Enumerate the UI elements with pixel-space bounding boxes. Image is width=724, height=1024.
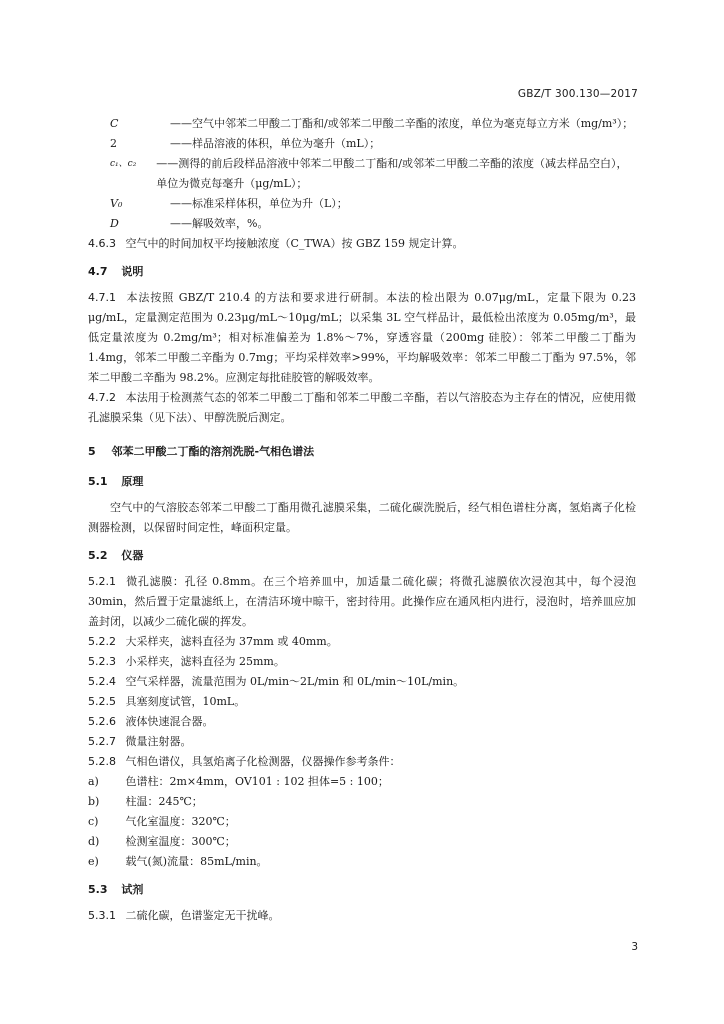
- list-item: [88, 772, 636, 792]
- list-label: a): [88, 775, 99, 788]
- list-label: e): [88, 855, 99, 868]
- clause-5-2-4: [88, 672, 636, 692]
- operating-conditions-list: [88, 772, 636, 872]
- clause-text: 小采样夹，滤料直径为 25mm。: [125, 655, 285, 668]
- clause-5-3-1: [88, 906, 636, 926]
- clause-5-2-5: [88, 692, 636, 712]
- principle-paragraph: 空气中的气溶胶态邻苯二甲酸二丁酯用微孔滤膜采集，二硫化碳洗脱后，经气相色谱柱分离，氢焰离子化检测器检测，以保留时间定性，峰面积定量。: [88, 501, 636, 534]
- definition-item: [88, 194, 636, 214]
- clause-5-2-3: [88, 652, 636, 672]
- section-heading-5-3: [88, 880, 636, 900]
- section-number: 5.1: [88, 475, 108, 488]
- clause-4-7-2: [88, 388, 636, 428]
- definition-symbol: C: [110, 117, 119, 130]
- section-title: 试剂: [121, 883, 144, 896]
- section-number: 5.3: [88, 883, 108, 896]
- clause-4-6-3: [88, 234, 636, 254]
- document-content: [88, 114, 636, 926]
- section-number: 5.2: [88, 549, 108, 562]
- clause-number: 5.2.8: [88, 755, 116, 768]
- section-heading-4-7: [88, 262, 636, 282]
- section-heading-5: [88, 442, 636, 462]
- definition-text: ——测得的前后段样品溶液中邻苯二甲酸二丁酯和/或邻苯二甲酸二辛酯的浓度（减去样品空白），单位为微克每毫升（μg/mL）；: [156, 157, 628, 190]
- clause-number: 5.2.3: [88, 655, 116, 668]
- list-label: c): [88, 815, 99, 828]
- definition-symbol: D: [110, 217, 119, 230]
- clause-number: 5.2.4: [88, 675, 116, 688]
- list-text: 柱温：245℃；: [125, 795, 203, 808]
- clause-number: 4.7.1: [88, 291, 116, 304]
- definition-text: ——解吸效率，%。: [170, 217, 269, 230]
- definition-symbol: V₀: [110, 197, 123, 210]
- clause-text: 具塞刻度试管，10mL。: [125, 695, 246, 708]
- definition-symbol: c₁、c₂: [110, 159, 137, 169]
- clause-5-2-8: [88, 752, 636, 772]
- page-number: 3: [631, 941, 638, 953]
- definition-text: ——空气中邻苯二甲酸二丁酯和/或邻苯二甲酸二辛酯的浓度，单位为毫克每立方米（mg/m³）；: [170, 117, 634, 130]
- clause-5-2-1: [88, 572, 636, 632]
- clause-text: 空气采样器，流量范围为 0L/min～2L/min 和 0L/min～10L/min。: [125, 675, 465, 688]
- definition-item: [88, 154, 636, 194]
- clause-text: 液体快速混合器。: [125, 715, 214, 728]
- clause-number: 5.2.6: [88, 715, 116, 728]
- definition-symbol: 2: [110, 137, 117, 150]
- section-title: 原理: [121, 475, 144, 488]
- standard-code-header: GBZ/T 300.130—2017: [517, 88, 638, 100]
- definition-item: [88, 134, 636, 154]
- clause-5-2-2: [88, 632, 636, 652]
- instrument-clauses: [88, 572, 636, 772]
- list-label: d): [88, 835, 100, 848]
- clause-text: 微量注射器。: [125, 735, 192, 748]
- definition-item: [88, 114, 636, 134]
- clause-5-2-7: [88, 732, 636, 752]
- list-text: 色谱柱：2m×4mm，OV101 : 102 担体=5 : 100；: [125, 775, 389, 788]
- clause-number: 5.2.2: [88, 635, 116, 648]
- clause-5-2-6: [88, 712, 636, 732]
- list-item: [88, 832, 636, 852]
- list-text: 检测室温度：300℃；: [125, 835, 236, 848]
- list-text: 载气(氮)流量：85mL/min。: [125, 855, 268, 868]
- definition-text: ——标准采样体积，单位为升（L）；: [170, 197, 348, 210]
- definition-text: ——样品溶液的体积，单位为毫升（mL）；: [170, 137, 381, 150]
- clause-number: 4.6.3: [88, 237, 116, 250]
- section-heading-5-2: [88, 546, 636, 566]
- clause-text: 气相色谱仪，具氢焰离子化检测器，仪器操作参考条件：: [125, 755, 401, 768]
- list-text: 气化室温度：320℃；: [125, 815, 236, 828]
- list-item: [88, 812, 636, 832]
- list-item: [88, 792, 636, 812]
- clause-number: 5.2.7: [88, 735, 116, 748]
- section-title: 说明: [121, 265, 144, 278]
- definitions-list: [88, 114, 636, 234]
- clause-4-7-1: [88, 288, 636, 388]
- clause-text: 本法用于检测蒸气态的邻苯二甲酸二丁酯和邻苯二甲酸二辛酯，若以气溶胶态为主存在的情况，应使用微孔滤膜采集（见下法）、甲醇洗脱后测定。: [88, 391, 637, 424]
- section-title: 仪器: [121, 549, 144, 562]
- definition-item: [88, 214, 636, 234]
- section-title: 邻苯二甲酸二丁酯的溶剂洗脱-气相色谱法: [111, 445, 315, 458]
- clause-number: 5.3.1: [88, 909, 116, 922]
- clause-text: 微孔滤膜：孔径 0.8mm。在三个培养皿中，加适量二硫化碳；将微孔滤膜依次浸泡其中，每个浸泡 30min，然后置于定量滤纸上，在清洁环境中晾干，密封待用。此操作应在通风柜内进行，浸泡时，培养皿应加盖封闭，以减少二硫化碳的挥发。: [88, 575, 636, 628]
- clause-text: 空气中的时间加权平均接触浓度（C_TWA）按 GBZ 159 规定计算。: [125, 237, 464, 250]
- section-heading-5-1: [88, 472, 636, 492]
- clause-text: 大采样夹，滤料直径为 37mm 或 40mm。: [125, 635, 338, 648]
- list-item: [88, 852, 636, 872]
- clause-text: 二硫化碳，色谱鉴定无干扰峰。: [125, 909, 280, 922]
- clause-number: 5.2.1: [88, 575, 116, 588]
- clause-text: 本法按照 GBZ/T 210.4 的方法和要求进行研制。本法的检出限为 0.07μg/mL，定量下限为 0.23 μg/mL，定量测定范围为 0.23μg/mL～10μg/mL；以采集 3L 空气样品计，最低检出浓度为 0.05mg/m³，最低定量浓度为 0.2mg/m³；相对标准偏差为 1.8%～7%，穿透容量（200mg 硅胶）：邻苯二甲酸二丁酯为 1.4mg，邻苯二甲酸二辛酯为 0.7mg；平均采样效率>99%，平均解吸效率：邻苯二甲酸二丁酯为 97.5%，邻苯二甲酸二辛酯为 98.2%。应测定每批硅胶管的解吸效率。: [88, 291, 636, 384]
- list-label: b): [88, 795, 100, 808]
- clause-number: 4.7.2: [88, 391, 116, 404]
- clause-number: 5.2.5: [88, 695, 116, 708]
- section-number: 5: [88, 445, 96, 458]
- section-number: 4.7: [88, 265, 108, 278]
